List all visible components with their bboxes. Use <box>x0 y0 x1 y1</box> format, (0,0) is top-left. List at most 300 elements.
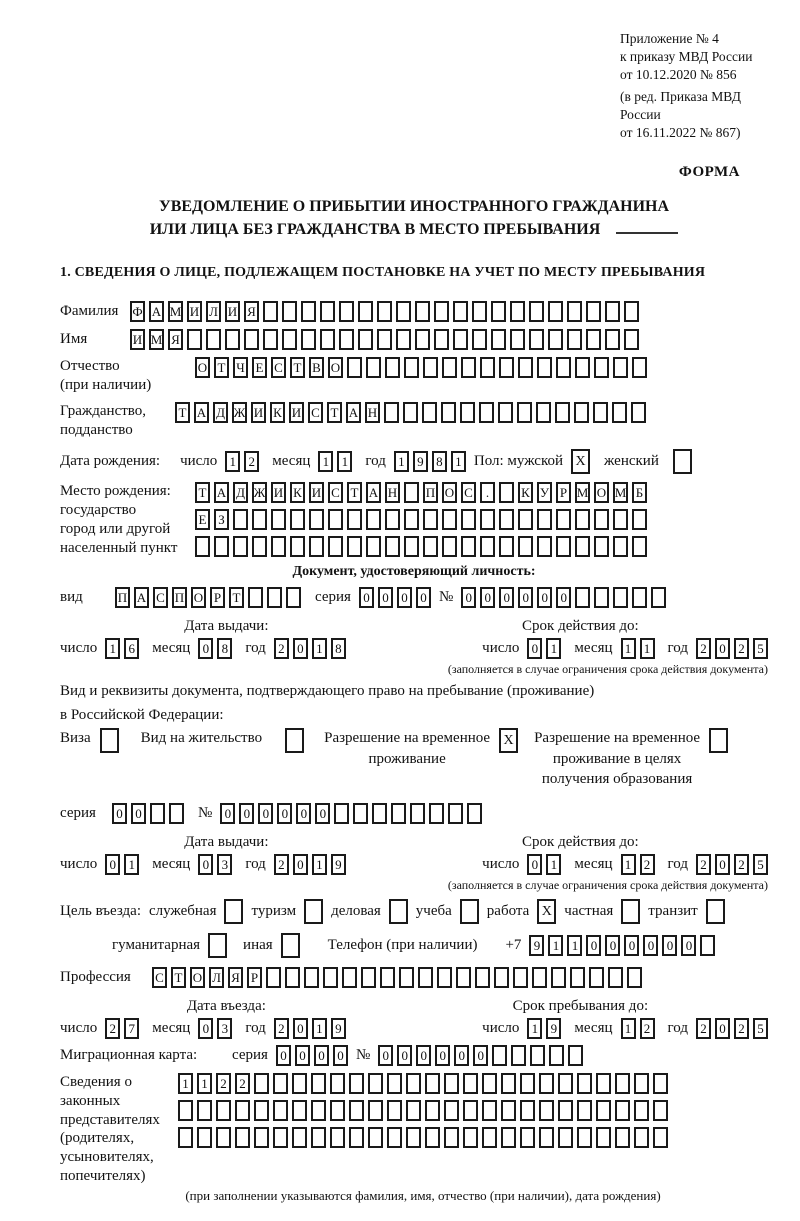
form-cell[interactable] <box>320 329 335 350</box>
form-cell[interactable] <box>596 1073 611 1094</box>
purpose-private-checkbox[interactable] <box>621 899 640 924</box>
form-cell[interactable] <box>377 329 392 350</box>
form-cell[interactable]: 0 <box>586 935 601 956</box>
form-cell[interactable]: 2 <box>216 1073 231 1094</box>
form-cell[interactable]: 0 <box>715 1018 730 1039</box>
form-cell[interactable]: 0 <box>378 1045 393 1066</box>
purpose-humanitarian-checkbox[interactable] <box>208 933 227 958</box>
form-cell[interactable] <box>529 301 544 322</box>
sex-female-checkbox[interactable] <box>673 449 692 474</box>
form-cell[interactable] <box>556 509 571 530</box>
form-cell[interactable] <box>499 482 514 503</box>
sex-male-checkbox[interactable]: X <box>571 449 590 474</box>
form-cell[interactable] <box>349 1127 364 1148</box>
form-cell[interactable]: 8 <box>331 638 346 659</box>
form-cell[interactable]: 5 <box>753 854 768 875</box>
form-cell[interactable] <box>510 329 525 350</box>
form-cell[interactable]: 1 <box>197 1073 212 1094</box>
form-cell[interactable] <box>577 1100 592 1121</box>
form-cell[interactable] <box>594 587 609 608</box>
form-cell[interactable]: 1 <box>451 451 466 472</box>
form-cell[interactable]: С <box>308 402 323 423</box>
form-cell[interactable] <box>494 967 509 988</box>
form-cell[interactable]: 0 <box>605 935 620 956</box>
form-cell[interactable]: 0 <box>220 803 235 824</box>
form-cell[interactable] <box>556 536 571 557</box>
form-cell[interactable] <box>577 1127 592 1148</box>
form-cell[interactable] <box>384 402 399 423</box>
form-cell[interactable]: 8 <box>432 451 447 472</box>
form-cell[interactable] <box>632 587 647 608</box>
form-cell[interactable] <box>444 1100 459 1121</box>
form-cell[interactable]: Т <box>229 587 244 608</box>
form-cell[interactable] <box>632 357 647 378</box>
form-cell[interactable]: Т <box>347 482 362 503</box>
form-cell[interactable]: 2 <box>734 854 749 875</box>
temp-permit-checkbox[interactable]: X <box>499 728 518 753</box>
form-cell[interactable] <box>442 509 457 530</box>
form-cell[interactable] <box>225 329 240 350</box>
form-cell[interactable] <box>558 1127 573 1148</box>
form-cell[interactable] <box>536 402 551 423</box>
form-cell[interactable]: В <box>309 357 324 378</box>
form-cell[interactable] <box>358 301 373 322</box>
form-cell[interactable] <box>216 1127 231 1148</box>
form-cell[interactable] <box>480 509 495 530</box>
form-cell[interactable] <box>461 536 476 557</box>
form-cell[interactable]: Н <box>385 482 400 503</box>
form-cell[interactable]: 0 <box>198 638 213 659</box>
form-cell[interactable] <box>499 509 514 530</box>
form-cell[interactable] <box>423 509 438 530</box>
form-cell[interactable]: 0 <box>461 587 476 608</box>
form-cell[interactable] <box>510 301 525 322</box>
form-cell[interactable] <box>518 536 533 557</box>
form-cell[interactable] <box>292 1100 307 1121</box>
form-cell[interactable]: И <box>187 301 202 322</box>
form-cell[interactable] <box>491 329 506 350</box>
form-cell[interactable] <box>396 301 411 322</box>
form-cell[interactable] <box>358 329 373 350</box>
form-cell[interactable] <box>568 1045 583 1066</box>
form-cell[interactable] <box>461 509 476 530</box>
form-cell[interactable] <box>480 357 495 378</box>
form-cell[interactable]: 2 <box>696 638 711 659</box>
form-cell[interactable] <box>406 1073 421 1094</box>
form-cell[interactable] <box>467 803 482 824</box>
form-cell[interactable]: К <box>518 482 533 503</box>
form-cell[interactable] <box>248 587 263 608</box>
form-cell[interactable]: 1 <box>548 935 563 956</box>
form-cell[interactable]: Я <box>228 967 243 988</box>
form-cell[interactable]: Т <box>214 357 229 378</box>
form-cell[interactable]: 2 <box>640 854 655 875</box>
form-cell[interactable] <box>235 1100 250 1121</box>
form-cell[interactable]: 9 <box>331 1018 346 1039</box>
form-cell[interactable]: С <box>153 587 168 608</box>
form-cell[interactable] <box>577 1073 592 1094</box>
form-cell[interactable]: 1 <box>312 1018 327 1039</box>
form-cell[interactable] <box>700 935 715 956</box>
form-cell[interactable]: 1 <box>312 638 327 659</box>
form-cell[interactable]: 0 <box>333 1045 348 1066</box>
form-cell[interactable] <box>574 402 589 423</box>
form-cell[interactable] <box>273 1100 288 1121</box>
form-cell[interactable]: М <box>149 329 164 350</box>
form-cell[interactable] <box>372 803 387 824</box>
form-cell[interactable] <box>548 329 563 350</box>
form-cell[interactable] <box>513 967 528 988</box>
form-cell[interactable] <box>460 402 475 423</box>
form-cell[interactable] <box>434 329 449 350</box>
form-cell[interactable] <box>377 301 392 322</box>
form-cell[interactable]: 1 <box>105 638 120 659</box>
form-cell[interactable]: 1 <box>337 451 352 472</box>
form-cell[interactable] <box>594 509 609 530</box>
form-cell[interactable]: 5 <box>753 638 768 659</box>
form-cell[interactable] <box>254 1100 269 1121</box>
form-cell[interactable]: 0 <box>276 1045 291 1066</box>
form-cell[interactable]: 0 <box>527 854 542 875</box>
form-cell[interactable] <box>472 329 487 350</box>
form-cell[interactable]: Н <box>365 402 380 423</box>
form-cell[interactable] <box>404 509 419 530</box>
form-cell[interactable]: 1 <box>621 1018 636 1039</box>
form-cell[interactable] <box>570 967 585 988</box>
form-cell[interactable]: 0 <box>715 638 730 659</box>
form-cell[interactable] <box>530 1045 545 1066</box>
form-cell[interactable] <box>653 1127 668 1148</box>
form-cell[interactable] <box>347 509 362 530</box>
form-cell[interactable]: 9 <box>529 935 544 956</box>
form-cell[interactable] <box>605 301 620 322</box>
form-cell[interactable]: Р <box>247 967 262 988</box>
form-cell[interactable] <box>244 329 259 350</box>
form-cell[interactable] <box>328 509 343 530</box>
form-cell[interactable] <box>575 536 590 557</box>
purpose-work-checkbox[interactable]: X <box>537 899 556 924</box>
form-cell[interactable] <box>589 967 604 988</box>
form-cell[interactable]: М <box>575 482 590 503</box>
form-cell[interactable] <box>342 967 357 988</box>
form-cell[interactable]: М <box>613 482 628 503</box>
form-cell[interactable]: 0 <box>293 1018 308 1039</box>
form-cell[interactable]: 0 <box>296 803 311 824</box>
form-cell[interactable]: О <box>328 357 343 378</box>
form-cell[interactable]: 5 <box>753 1018 768 1039</box>
purpose-business-checkbox[interactable] <box>389 899 408 924</box>
form-cell[interactable]: И <box>309 482 324 503</box>
form-cell[interactable]: С <box>152 967 167 988</box>
form-cell[interactable]: 0 <box>397 587 412 608</box>
form-cell[interactable]: 0 <box>131 803 146 824</box>
form-cell[interactable] <box>472 301 487 322</box>
form-cell[interactable] <box>653 1073 668 1094</box>
form-cell[interactable]: А <box>214 482 229 503</box>
form-cell[interactable] <box>292 1127 307 1148</box>
form-cell[interactable] <box>197 1127 212 1148</box>
form-cell[interactable] <box>615 1127 630 1148</box>
form-cell[interactable] <box>366 509 381 530</box>
form-cell[interactable] <box>594 536 609 557</box>
form-cell[interactable]: А <box>149 301 164 322</box>
form-cell[interactable]: 2 <box>244 451 259 472</box>
form-cell[interactable] <box>235 1127 250 1148</box>
form-cell[interactable] <box>615 1100 630 1121</box>
form-cell[interactable] <box>575 357 590 378</box>
form-cell[interactable] <box>423 536 438 557</box>
form-cell[interactable] <box>387 1127 402 1148</box>
form-cell[interactable]: 0 <box>662 935 677 956</box>
form-cell[interactable] <box>613 509 628 530</box>
purpose-study-checkbox[interactable] <box>460 899 479 924</box>
form-cell[interactable] <box>453 301 468 322</box>
form-cell[interactable] <box>632 536 647 557</box>
form-cell[interactable] <box>267 587 282 608</box>
form-cell[interactable]: Д <box>233 482 248 503</box>
form-cell[interactable] <box>444 1073 459 1094</box>
form-cell[interactable] <box>501 1100 516 1121</box>
form-cell[interactable] <box>385 357 400 378</box>
form-cell[interactable] <box>323 967 338 988</box>
form-cell[interactable] <box>282 329 297 350</box>
form-cell[interactable] <box>330 1100 345 1121</box>
form-cell[interactable]: К <box>290 482 305 503</box>
form-cell[interactable] <box>422 402 437 423</box>
form-cell[interactable] <box>233 509 248 530</box>
form-cell[interactable]: 1 <box>312 854 327 875</box>
form-cell[interactable]: 0 <box>715 854 730 875</box>
form-cell[interactable]: 0 <box>277 803 292 824</box>
form-cell[interactable] <box>549 1045 564 1066</box>
form-cell[interactable] <box>653 1100 668 1121</box>
form-cell[interactable] <box>387 1100 402 1121</box>
form-cell[interactable] <box>263 301 278 322</box>
form-cell[interactable] <box>330 1127 345 1148</box>
form-cell[interactable]: 1 <box>124 854 139 875</box>
form-cell[interactable] <box>339 329 354 350</box>
form-cell[interactable] <box>391 803 406 824</box>
purpose-tourism-checkbox[interactable] <box>304 899 323 924</box>
form-cell[interactable]: Я <box>168 329 183 350</box>
form-cell[interactable] <box>415 301 430 322</box>
form-cell[interactable] <box>613 587 628 608</box>
form-cell[interactable]: Л <box>209 967 224 988</box>
form-cell[interactable]: А <box>194 402 209 423</box>
form-cell[interactable] <box>178 1127 193 1148</box>
form-cell[interactable] <box>273 1127 288 1148</box>
form-cell[interactable] <box>271 536 286 557</box>
form-cell[interactable]: 2 <box>105 1018 120 1039</box>
form-cell[interactable]: 7 <box>124 1018 139 1039</box>
visa-checkbox[interactable] <box>100 728 119 753</box>
form-cell[interactable]: 0 <box>112 803 127 824</box>
form-cell[interactable]: А <box>366 482 381 503</box>
form-cell[interactable] <box>290 509 305 530</box>
form-cell[interactable] <box>627 967 642 988</box>
form-cell[interactable] <box>347 357 362 378</box>
form-cell[interactable] <box>415 329 430 350</box>
form-cell[interactable] <box>453 329 468 350</box>
form-cell[interactable] <box>612 402 627 423</box>
form-cell[interactable] <box>537 357 552 378</box>
form-cell[interactable] <box>366 357 381 378</box>
form-cell[interactable]: 9 <box>546 1018 561 1039</box>
form-cell[interactable] <box>349 1100 364 1121</box>
form-cell[interactable]: 1 <box>567 935 582 956</box>
form-cell[interactable]: 1 <box>621 638 636 659</box>
form-cell[interactable] <box>539 1127 554 1148</box>
form-cell[interactable] <box>206 329 221 350</box>
form-cell[interactable]: . <box>480 482 495 503</box>
form-cell[interactable]: 0 <box>537 587 552 608</box>
form-cell[interactable] <box>480 536 495 557</box>
form-cell[interactable] <box>594 357 609 378</box>
purpose-other-checkbox[interactable] <box>281 933 300 958</box>
form-cell[interactable]: Т <box>290 357 305 378</box>
form-cell[interactable] <box>624 301 639 322</box>
form-cell[interactable] <box>518 509 533 530</box>
form-cell[interactable] <box>233 536 248 557</box>
form-cell[interactable] <box>425 1073 440 1094</box>
form-cell[interactable]: О <box>594 482 609 503</box>
form-cell[interactable] <box>537 536 552 557</box>
form-cell[interactable] <box>150 803 165 824</box>
residence-permit-checkbox[interactable] <box>285 728 304 753</box>
form-cell[interactable] <box>632 509 647 530</box>
form-cell[interactable] <box>558 1100 573 1121</box>
form-cell[interactable] <box>301 329 316 350</box>
form-cell[interactable] <box>586 301 601 322</box>
form-cell[interactable] <box>615 1073 630 1094</box>
purpose-official-checkbox[interactable] <box>224 899 243 924</box>
form-cell[interactable] <box>339 301 354 322</box>
form-cell[interactable] <box>252 536 267 557</box>
form-cell[interactable] <box>482 1073 497 1094</box>
form-cell[interactable] <box>385 536 400 557</box>
form-cell[interactable] <box>311 1073 326 1094</box>
form-cell[interactable] <box>444 1127 459 1148</box>
edu-permit-checkbox[interactable] <box>709 728 728 753</box>
form-cell[interactable]: 1 <box>546 854 561 875</box>
form-cell[interactable]: 9 <box>331 854 346 875</box>
form-cell[interactable]: Т <box>195 482 210 503</box>
form-cell[interactable]: 0 <box>473 1045 488 1066</box>
form-cell[interactable] <box>501 1127 516 1148</box>
form-cell[interactable]: 0 <box>518 587 533 608</box>
form-cell[interactable] <box>404 357 419 378</box>
form-cell[interactable]: 0 <box>258 803 273 824</box>
form-cell[interactable] <box>596 1127 611 1148</box>
form-cell[interactable]: Р <box>210 587 225 608</box>
form-cell[interactable] <box>434 301 449 322</box>
form-cell[interactable] <box>311 1127 326 1148</box>
form-cell[interactable]: 1 <box>178 1073 193 1094</box>
form-cell[interactable] <box>556 357 571 378</box>
form-cell[interactable] <box>387 1073 402 1094</box>
form-cell[interactable] <box>396 329 411 350</box>
form-cell[interactable]: Т <box>171 967 186 988</box>
form-cell[interactable] <box>575 587 590 608</box>
form-cell[interactable]: У <box>537 482 552 503</box>
form-cell[interactable] <box>311 1100 326 1121</box>
form-cell[interactable]: А <box>346 402 361 423</box>
form-cell[interactable]: 3 <box>217 1018 232 1039</box>
form-cell[interactable]: З <box>214 509 229 530</box>
form-cell[interactable]: О <box>442 482 457 503</box>
form-cell[interactable] <box>613 536 628 557</box>
form-cell[interactable]: Т <box>175 402 190 423</box>
purpose-transit-checkbox[interactable] <box>706 899 725 924</box>
form-cell[interactable] <box>406 1100 421 1121</box>
form-cell[interactable] <box>263 329 278 350</box>
form-cell[interactable] <box>463 1100 478 1121</box>
form-cell[interactable] <box>482 1100 497 1121</box>
form-cell[interactable] <box>551 967 566 988</box>
form-cell[interactable]: 0 <box>416 587 431 608</box>
form-cell[interactable]: 8 <box>217 638 232 659</box>
form-cell[interactable] <box>216 1100 231 1121</box>
form-cell[interactable] <box>575 509 590 530</box>
form-cell[interactable]: 9 <box>413 451 428 472</box>
form-cell[interactable] <box>403 402 418 423</box>
form-cell[interactable] <box>286 587 301 608</box>
form-cell[interactable]: И <box>225 301 240 322</box>
form-cell[interactable]: 2 <box>274 1018 289 1039</box>
form-cell[interactable]: Л <box>206 301 221 322</box>
form-cell[interactable]: С <box>461 482 476 503</box>
form-cell[interactable]: И <box>289 402 304 423</box>
form-cell[interactable]: 6 <box>124 638 139 659</box>
form-cell[interactable]: 2 <box>696 1018 711 1039</box>
form-cell[interactable]: 0 <box>416 1045 431 1066</box>
form-cell[interactable] <box>418 967 433 988</box>
form-cell[interactable] <box>532 967 547 988</box>
form-cell[interactable]: 0 <box>293 638 308 659</box>
form-cell[interactable] <box>437 967 452 988</box>
form-cell[interactable]: 0 <box>239 803 254 824</box>
form-cell[interactable]: С <box>271 357 286 378</box>
form-cell[interactable] <box>634 1100 649 1121</box>
form-cell[interactable] <box>380 967 395 988</box>
form-cell[interactable] <box>347 536 362 557</box>
form-cell[interactable] <box>442 357 457 378</box>
form-cell[interactable]: Е <box>195 509 210 530</box>
form-cell[interactable] <box>309 509 324 530</box>
form-cell[interactable] <box>463 1073 478 1094</box>
form-cell[interactable]: 2 <box>696 854 711 875</box>
form-cell[interactable] <box>511 1045 526 1066</box>
form-cell[interactable] <box>555 402 570 423</box>
form-cell[interactable]: 2 <box>274 638 289 659</box>
form-cell[interactable] <box>461 357 476 378</box>
form-cell[interactable]: О <box>191 587 206 608</box>
form-cell[interactable]: 0 <box>556 587 571 608</box>
form-cell[interactable] <box>169 803 184 824</box>
form-cell[interactable] <box>520 1073 535 1094</box>
form-cell[interactable]: Е <box>252 357 267 378</box>
form-cell[interactable]: 0 <box>480 587 495 608</box>
form-cell[interactable]: 2 <box>235 1073 250 1094</box>
form-cell[interactable]: 0 <box>454 1045 469 1066</box>
form-cell[interactable]: 0 <box>198 1018 213 1039</box>
form-cell[interactable]: 0 <box>624 935 639 956</box>
form-cell[interactable]: 0 <box>397 1045 412 1066</box>
form-cell[interactable] <box>187 329 202 350</box>
form-cell[interactable] <box>429 803 444 824</box>
form-cell[interactable] <box>567 301 582 322</box>
form-cell[interactable] <box>492 1045 507 1066</box>
